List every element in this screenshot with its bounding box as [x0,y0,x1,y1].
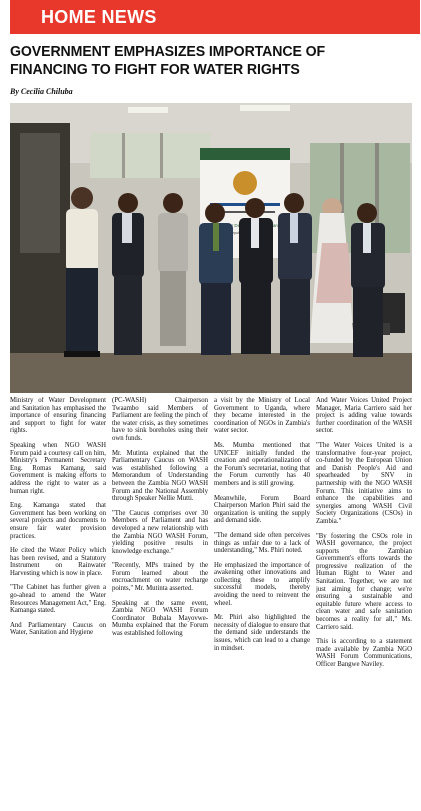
group-photo-illustration [10,103,412,393]
group-photo [10,103,412,393]
paragraph: He emphasized the importance of awakening other innovations and collecting these to amplify successful models, thereby avoiding the need to reinvent the wheel. [214,561,310,607]
person-6 [278,193,312,355]
person-5 [239,198,273,354]
paragraph: "By fostering the CSOs role in WASH governance, the project supports the Zambian Government's efforts towards the progressive realization of the Human Right to Water and Sanitation. Together, we are not just aiming for change; we're ensuring a sustainable and equitable future where access to clean water and safe sanitation becomes a reality for all," Ms. Carriero said. [316,532,412,631]
paragraph: This is according to a statement made available by Zambia NGO WASH Forum Communications, Officer Bangwe Naviley. [316,638,412,668]
paragraph: Meanwhile, Forum Board Chairperson Marlon Phiri said the organization is uniting the supply and demand side. [214,494,310,525]
person-1 [64,187,100,357]
paragraph: (PC-WASH) Chairperson Twaambo said Members of Parliament are feeling the pinch of the water crisis, as they sometimes have to sink boreholes using their own funds. [112,397,208,442]
column-3 [214,397,310,809]
person-4 [199,203,233,355]
paragraph: Eng. Kamanga stated that Government has been working on several projects and documents to ensure fair water provision practices. [10,502,106,540]
paragraph: He cited the Water Policy which has been revised, and a Statutory Instrument on Rainwater Harvesting which is now in place. [10,547,106,577]
paragraph: "The Water Voices United is a transformative four-year project, co-funded by the European Union and Danish People's Aid and spearheaded by SNV in partnership with the NGO WASH Forum. This initiative aims to enhance the capabilities and synergies among WASH Civil Society Organizations (CSOs) in Zambia." [316,441,412,525]
paragraph: "The Cabinet has further given a go-ahead to amend the Water Resources Management Act," Eng. Kamanga stated. [10,584,106,615]
photo-banner-sub: Republic [229,231,244,235]
paragraph: a visit by the Ministry of Local Government to Uganda, where they became interested in the coordination of NGOs in Zambia's water sector. [214,397,310,435]
section-banner [10,0,420,34]
article-body [10,397,412,809]
person-8 [351,203,385,357]
paragraph: Speaking when NGO WASH Forum paid a courtesy call on him, Ministry's Permanent Secretary Eng. Romas Kamang, said Government is making efforts to address the right to water as a human right. [10,441,106,495]
paragraph: Mr. Mutinta explained that the Parliamentary Caucus on WASH was established following a Memorandum of Understanding between the Zambia NGO WASH Forum and the National Assembly through Speaker Nellie Mutti. [112,449,208,503]
paragraph: Speaking at the same event, Zambia NGO WASH Forum Coordinator Bubala Mayovwe-Mumba explained that the Forum was established following [112,599,208,638]
article-headline: GOVERNMENT EMPHASIZES IMPORTANCE OF FINANCING TO FIGHT FOR WATER RIGHTS [10,43,326,78]
column-4 [316,397,412,809]
column-2 [112,397,208,809]
paragraph: And Water Voices United Project Manager, Maria Carriero said her project is adding value towards further coordination of the WASH sector. [316,397,412,435]
paragraph: "Recently, MPs trained by the Forum learned about the encroachment on water recharge points," Mr. Mutinta asserted. [112,562,208,593]
person-3 [158,193,188,346]
paragraph: Ministry of Water Development and Sanitation has emphasised the importance of ensuring financing and support to fight for water rights. [10,397,106,435]
paragraph: Ms. Mumba mentioned that UNICEF initially funded the creation and operationalization of the Forum's secretariat, noting that the Forum currently has 40 members and is still growing. [214,441,310,487]
paragraph: "The demand side often perceives things as unfair due to a lack of understanding," Ms. Phiri noted. [214,531,310,555]
person-2 [112,193,144,355]
paragraph: "The Caucus comprises over 30 Members of Parliament and has developed a new relationship with the Zambia NGO WASH Forum, yielding positive results in knowledge exchange." [112,509,208,555]
article-byline: By Cecilia Chiluba [10,87,73,96]
column-1 [10,397,106,809]
paragraph: And Parliamentary Caucus on Water, Sanitation and Hygiene [10,621,106,637]
paragraph: Mr. Phiri also highlighted the necessity of dialogue to ensure that the demand side understands the issues, which can lead to a change in mindset. [214,614,310,652]
section-title: HOME NEWS [41,6,157,27]
